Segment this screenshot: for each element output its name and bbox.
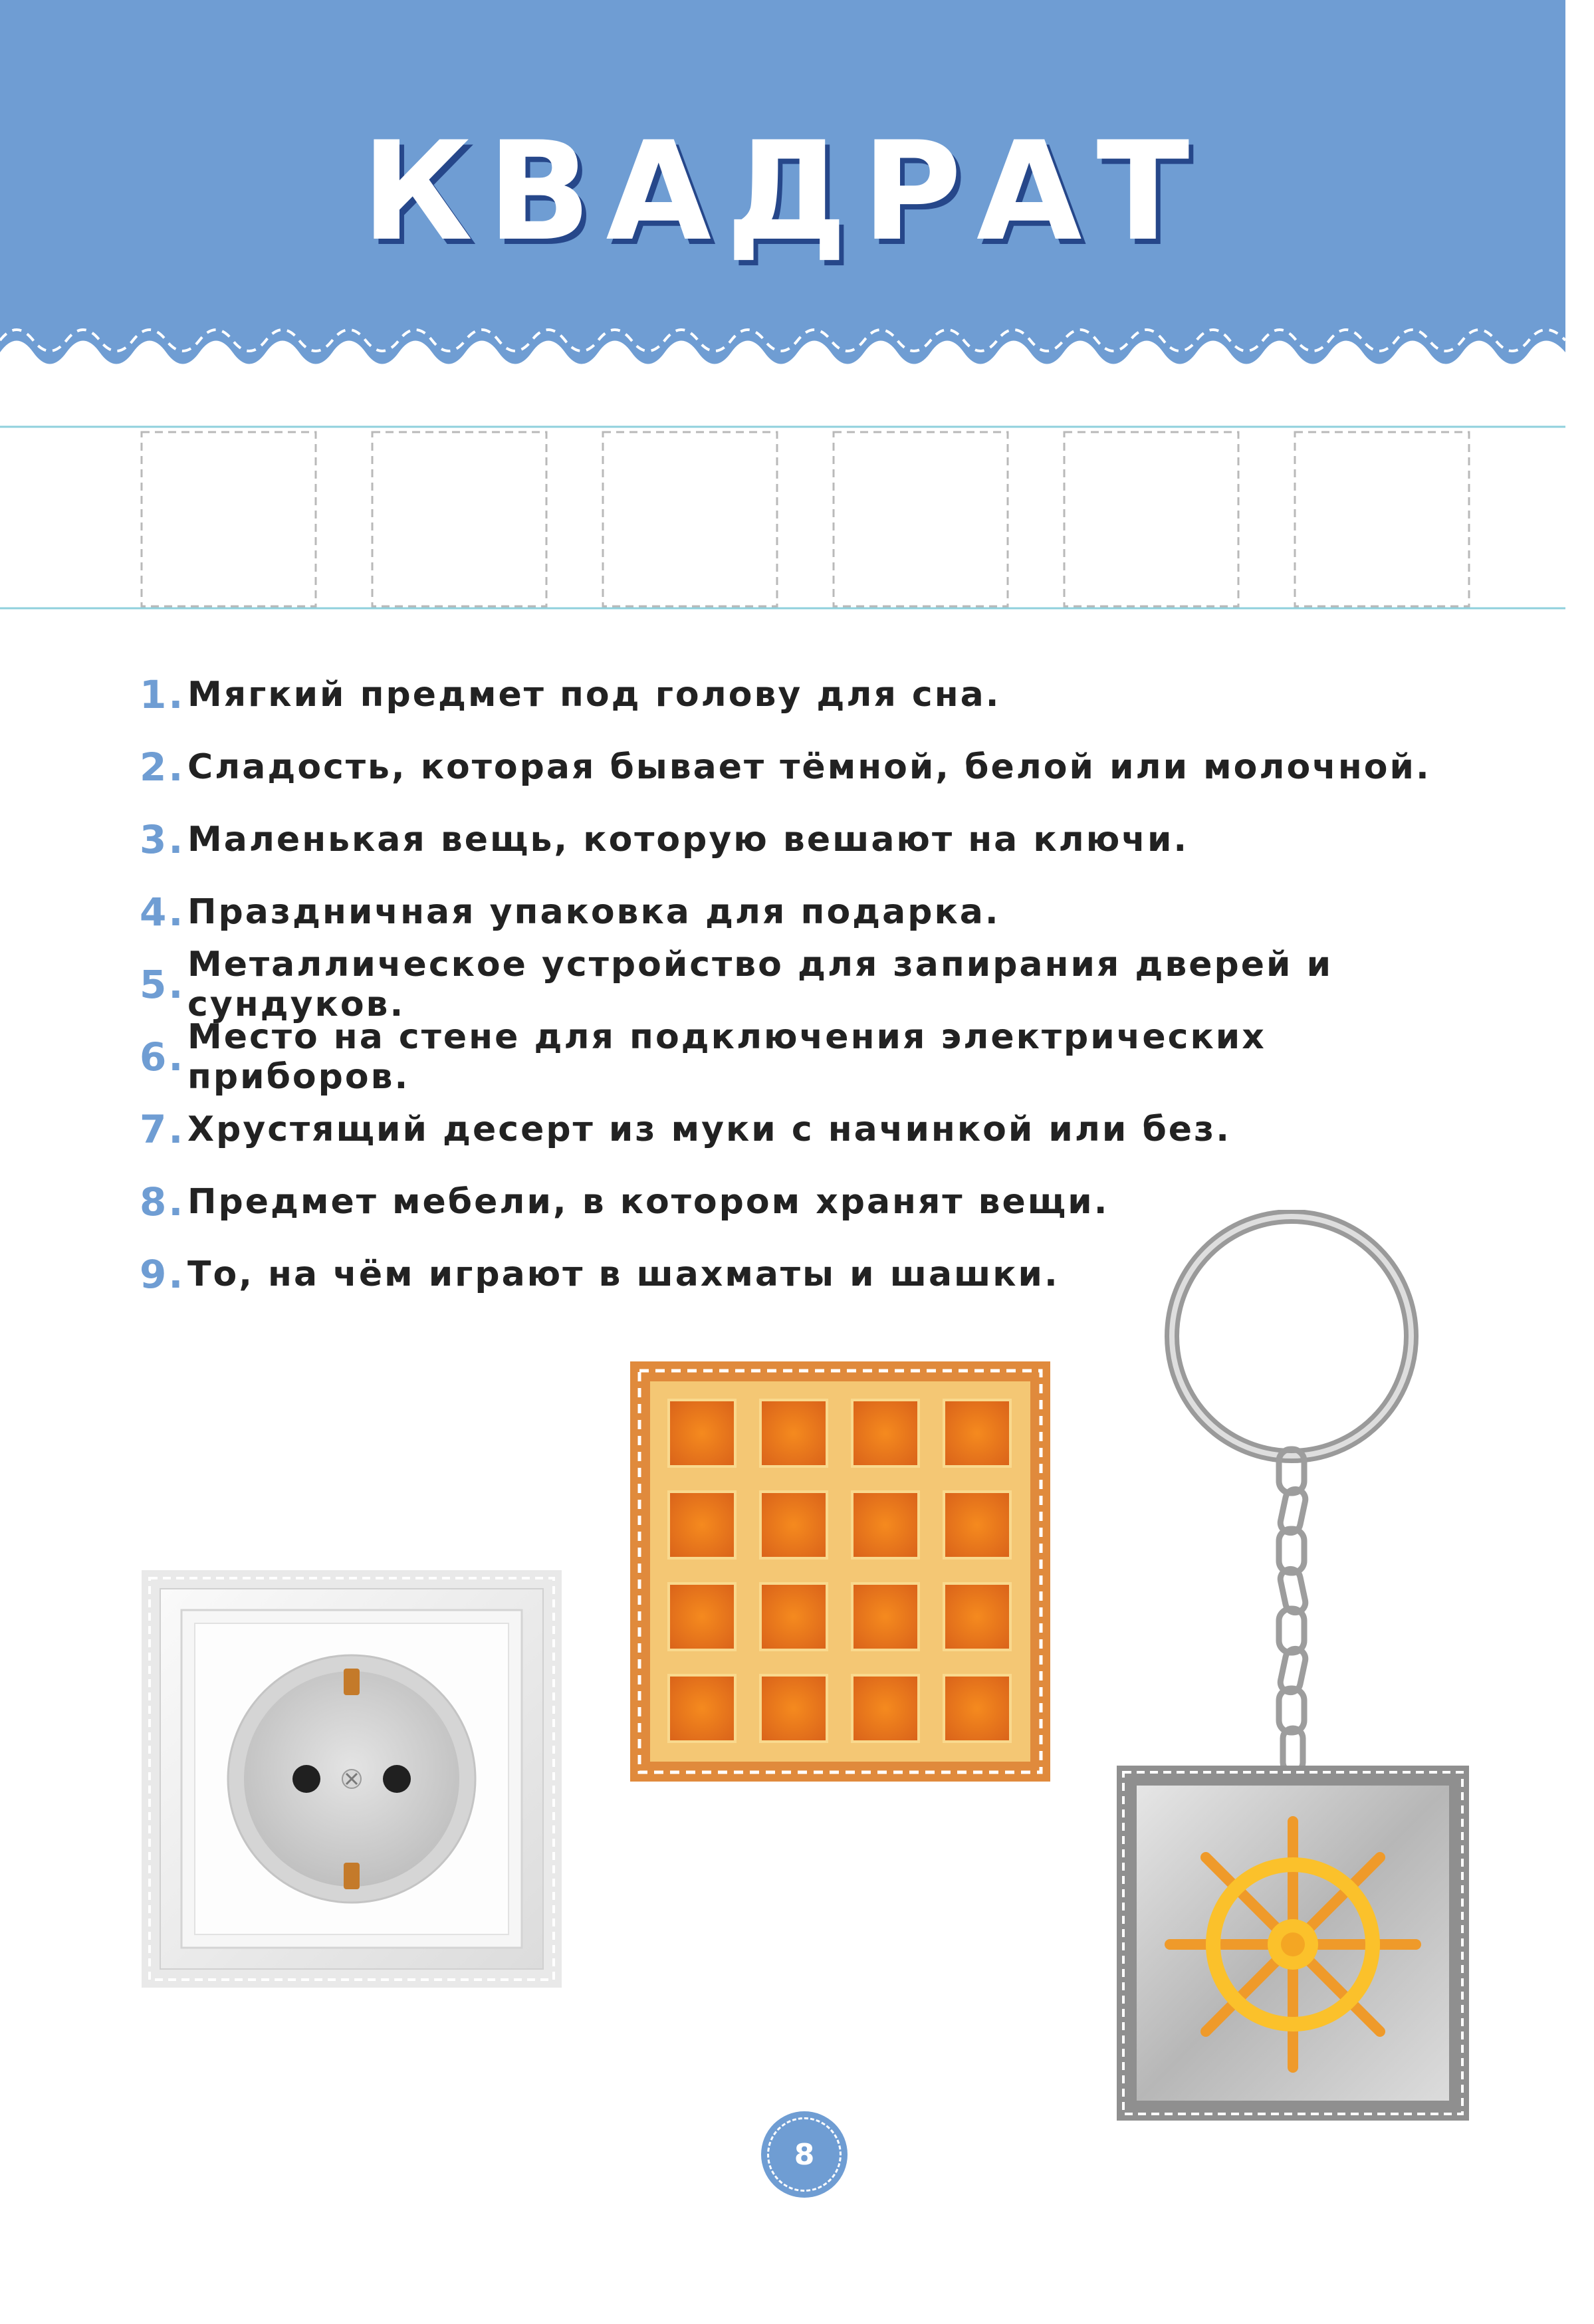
page-number-badge bbox=[761, 2111, 848, 2198]
page-number: 8 bbox=[794, 2137, 815, 2172]
wall-socket-icon[interactable] bbox=[142, 1570, 562, 1988]
clue-item: 8. Предмет мебели, в котором хранят вещи. bbox=[140, 1179, 1109, 1224]
answer-box-4[interactable] bbox=[834, 432, 1008, 606]
wave-border bbox=[0, 312, 1565, 392]
keychain-icon[interactable] bbox=[1117, 1210, 1476, 2127]
clue-item: 6. Место на стене для подключения электрических приборов. bbox=[140, 1016, 1266, 1097]
answer-box-6[interactable] bbox=[1295, 432, 1469, 606]
waffle-icon[interactable] bbox=[630, 1361, 1050, 1782]
answer-box-2[interactable] bbox=[372, 432, 546, 606]
answer-box-1[interactable] bbox=[142, 432, 316, 606]
clue-item: 7. Хрустящий десерт из муки с начинкой или без. bbox=[140, 1106, 1231, 1152]
clue-item: 1. Мягкий предмет под голову для сна. bbox=[140, 671, 1001, 717]
clue-item: 2. Сладость, которая бывает тёмной, белой или молочной. bbox=[140, 744, 1431, 790]
clue-item: 9. То, на чём играют в шахматы и шашки. bbox=[140, 1251, 1060, 1297]
clue-item: 3. Маленькая вещь, которую вешают на ключи. bbox=[140, 816, 1189, 862]
answer-box-5[interactable] bbox=[1064, 432, 1238, 606]
answer-box-3[interactable] bbox=[603, 432, 777, 606]
page-title: КВАДРАТ bbox=[361, 113, 1204, 271]
answer-row bbox=[0, 419, 1594, 632]
clue-item: 5. Металлическое устройство для запирания дверей и сундуков. bbox=[140, 944, 1333, 1024]
clue-item: 4. Праздничная упаковка для подарка. bbox=[140, 889, 1000, 935]
page-edge bbox=[1565, 0, 1594, 2324]
